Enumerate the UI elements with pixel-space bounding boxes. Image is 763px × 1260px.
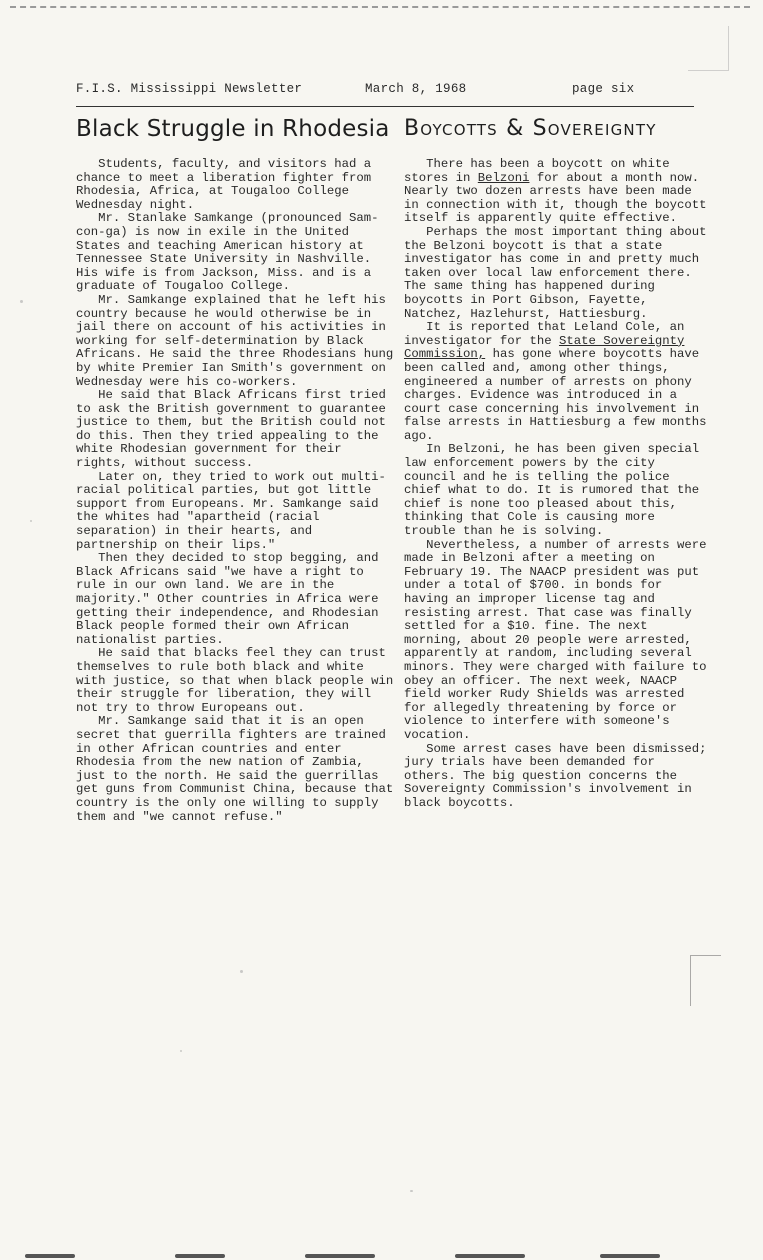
binding-mark: [600, 1254, 660, 1258]
left-article-column: [76, 158, 398, 824]
right-paragraph: Nevertheless, a number of arrests were made in Belzoni after a meeting on February 19. The NAACP president was put under a total of $700. in bonds for having an improper license tag and resisting arrest. That case was finally settled for a $10. fine. The next morning, about 20 people were arrested, apparently at random, including several minors. They were charged with failure to obey an officer. The next week, NAACP field worker Rudy Shields was arrested for allegedly threatening by force or violence to interfere with someone's vocation.: [404, 537, 707, 742]
commission-underlined: State Sovereignty Commission,: [404, 333, 685, 362]
headline-left: Black Struggle in Rhodesia: [76, 116, 390, 142]
left-paragraph: Later on, they tried to work out multi-racial political parties, but got little support from Europeans. Mr. Samkange said the whites had "apartheid (racial separation) in their hearts, and partnership on their lips.": [76, 469, 386, 552]
binding-mark: [25, 1254, 75, 1258]
scan-speck: [180, 1050, 182, 1052]
right-paragraph: Perhaps the most important thing about the Belzoni boycott is that a state investigator has come in and pretty much taken over local law enforcement there. The same thing has happened during boycotts in Port Gibson, Fayette, Natchez, Hazlehurst, Hattiesburg.: [404, 224, 707, 321]
left-paragraph: He said that blacks feel they can trust themselves to rule both black and white with justice, so that when black people win their struggle for liberation, they will not try to throw Europeans out.: [76, 646, 394, 715]
right-paragraph: In Belzoni, he has been given special law enforcement powers by the city council and he is telling the police chief what to do. It is rumored that the chief is none too pleased about this, thinking that Cole is causing more trouble than he is solving.: [404, 442, 700, 539]
margin-bracket-mark: [690, 955, 721, 1006]
p1-text-b: for about a month now. Nearly two dozen arrests have been made in connection with it, though the boycott itself is apparently quite effective.: [404, 170, 707, 226]
scan-speck: [240, 970, 243, 973]
issue-date: March 8, 1968: [365, 82, 467, 96]
left-paragraph: He said that Black Africans first tried to ask the British government to guarantee justice to them, but the British could not do this. Then they tried appealing to the white Rhodesian government for their rights, without success.: [76, 388, 386, 471]
belzoni-underlined: Belzoni: [477, 170, 530, 185]
header-rule: [76, 106, 694, 107]
p3-text-b: has gone where boycotts have been called and, among other things, engineered a number of arrests on phony charges. Evidence was introduced in a court case concerning his involvement in false arrests in Hattiesburg a few months ago.: [404, 347, 707, 443]
headline-right: Boycotts & Sovereignty: [404, 116, 657, 141]
page-number: page six: [572, 82, 635, 96]
newsletter-header: [76, 82, 696, 100]
scan-speck: [20, 300, 23, 303]
left-paragraph: Mr. Samkange said that it is an open secret that guerrilla fighters are trained in other African countries and enter Rhodesia from the new nation of Zambia, just to the north. He said the guerrillas get guns from Communist China, because that country is the only one willing to supply them and "we cannot refuse.": [76, 714, 394, 824]
p3-text-a: It is reported that Leland Cole, an investigator for the: [404, 320, 685, 348]
right-paragraph: Some arrest cases have been dismissed; jury trials have been demanded for others. The big question concerns the Sovereignty Commission's involvement in black boycotts.: [404, 741, 707, 810]
p1-text-a: There has been a boycott on white stores in: [404, 157, 670, 185]
left-paragraph: Then they decided to stop begging, and Black Africans said "we have a right to rule in our own land. We are in the majority." Other countries in Africa were getting their independence, and Rhodesian Black people formed their own African nationalist parties.: [76, 551, 379, 647]
left-paragraph: Mr. Stanlake Samkange (pronounced Sam-con-ga) is now in exile in the United States and teaching American history at Tennessee State University in Nashville. His wife is from Jackson, Miss. and is a graduate of Tougaloo College.: [76, 211, 379, 294]
newsletter-title: F.I.S. Mississippi Newsletter: [76, 82, 303, 96]
corner-stamp-mark: [688, 26, 729, 71]
scan-speck: [410, 1190, 413, 1192]
right-paragraph: [404, 158, 709, 226]
left-paragraph: Students, faculty, and visitors had a chance to meet a liberation fighter from Rhodesia, Africa, at Tougaloo College Wednesday night.: [76, 157, 372, 212]
right-article-column: [404, 158, 709, 811]
top-perforation-line: [10, 6, 750, 8]
left-paragraph: Mr. Samkange explained that he left his country because he would otherwise be in jail there on account of his activities in working for self-determination by Black Africans. He said the three Rhodesians hung by white Premier Ian Smith's government on Wednesday were his co-workers.: [76, 292, 394, 389]
scan-speck: [30, 520, 32, 522]
binding-mark: [305, 1254, 375, 1258]
right-paragraph: [404, 321, 709, 443]
binding-mark: [175, 1254, 225, 1258]
binding-mark: [455, 1254, 525, 1258]
